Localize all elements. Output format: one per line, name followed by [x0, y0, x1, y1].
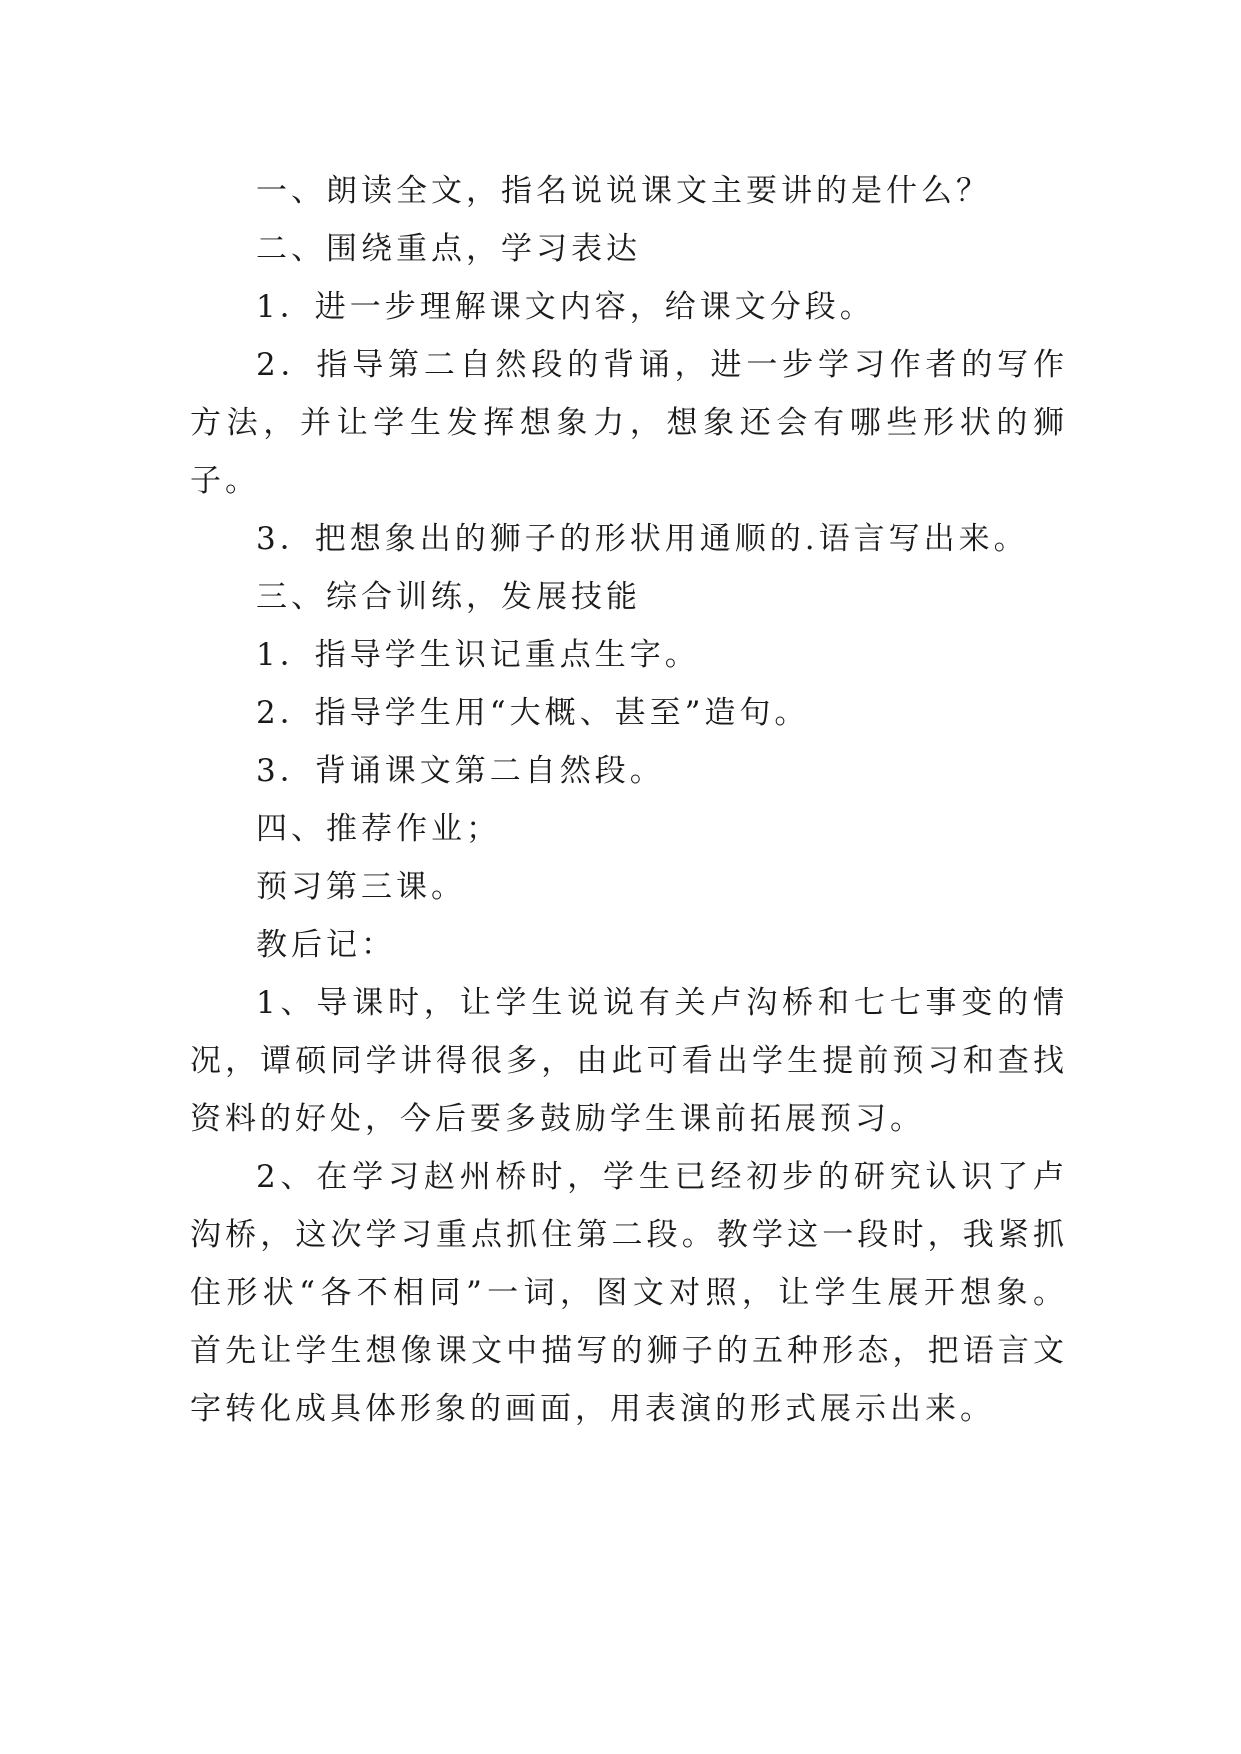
paragraph: 1．进一步理解课文内容，给课文分段。: [256, 289, 875, 325]
paragraph: 1．指导学生识记重点生字。: [256, 637, 700, 673]
paragraph: 3．把想象出的狮子的形状用通顺的.语言写出来。: [256, 521, 1029, 557]
paragraph: 3．背诵课文第二自然段。: [256, 753, 665, 789]
paragraph: 2．指导第二自然段的背诵，进一步学习作者的写作方法，并让学生发挥想象力，想象还会有哪些形状的狮子。: [190, 347, 1068, 499]
paragraph: 1、导课时，让学生说说有关卢沟桥和七七事变的情况，谭硕同学讲得很多，由此可看出学生提前预习和查找资料的好处，今后要多鼓励学生课前拓展预习。: [190, 985, 1068, 1137]
paragraph: 三、综合训练，发展技能: [256, 579, 641, 615]
paragraph: 四、推荐作业；: [256, 811, 501, 847]
paragraph: 2、在学习赵州桥时，学生已经初步的研究认识了卢沟桥，这次学习重点抓住第二段。教学这一段时，我紧抓住形状“各不相同”一词，图文对照，让学生展开想象。首先让学生想像课文中描写的狮子的五种形态，把语言文字转化成具体形象的画面，用表演的形式展示出来。: [190, 1159, 1068, 1427]
document-body: [190, 162, 1068, 1438]
paragraph: 二、围绕重点，学习表达: [256, 231, 641, 267]
paragraph: 预习第三课。: [256, 869, 466, 905]
paragraph: 一、朗读全文，指名说说课文主要讲的是什么？: [256, 173, 991, 209]
paragraph: 2．指导学生用“大概、甚至”造句。: [256, 695, 810, 731]
paragraph: 教后记：: [256, 927, 396, 963]
